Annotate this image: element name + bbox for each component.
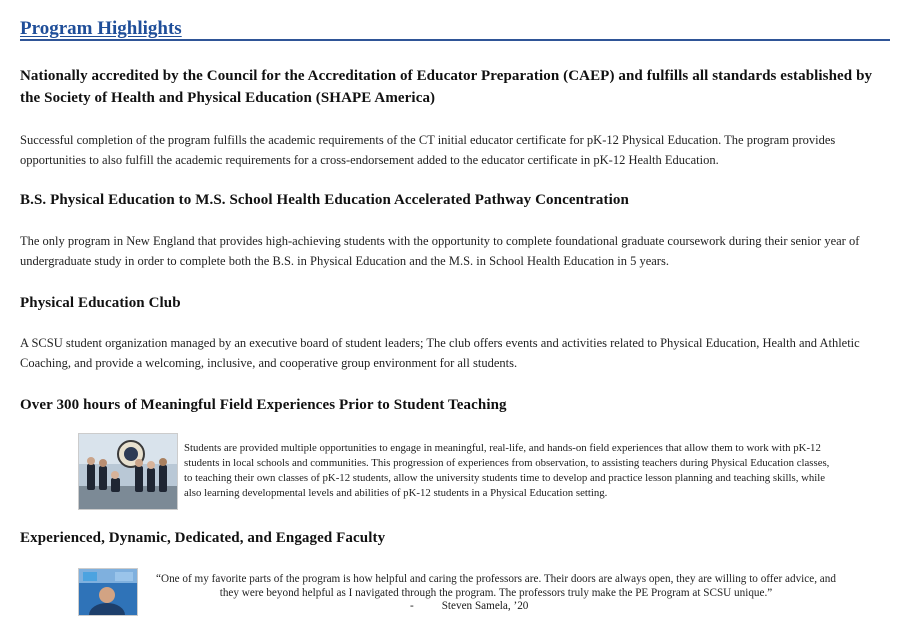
section-pathway bbox=[20, 189, 892, 211]
section-field-experiences bbox=[20, 394, 892, 416]
student-portrait-image bbox=[79, 569, 137, 615]
group-photo-image bbox=[79, 434, 177, 509]
section-club bbox=[20, 292, 892, 314]
section-heading: Nationally accredited by the Council for the Accreditation of Educator Preparation (CAEP) and fulfills all standards established by the Society of Health and Physical Education (SHAPE America) bbox=[20, 68, 873, 106]
section-heading: Experienced, Dynamic, Dedicated, and Engaged Faculty bbox=[20, 530, 386, 546]
section-pathway-body bbox=[20, 231, 892, 271]
section-heading: Physical Education Club bbox=[20, 295, 181, 311]
section-body: Students are provided multiple opportunities to engage in meaningful, real-life, and hands-on field experiences that allow them to work with pK-12 students in local schools and communities. This progression of experiences from observation, to assisting teachers during Physical Education classes, to teaching their own classes of pK-12 students, allow the university students time to develop and practice lesson planning and teaching skills, while also learning developmental levels and abilities of pK-12 students in a Physical Education setting. bbox=[184, 442, 830, 499]
faculty-quote bbox=[146, 573, 846, 600]
section-faculty bbox=[20, 527, 892, 549]
page-title: Program Highlights bbox=[20, 19, 890, 41]
section-body: A SCSU student organization managed by an executive board of student leaders; The club offers events and activities related to Physical Education, Health and Athletic Coaching, and provide a welcoming, inclusive, and cooperative group environment for all students. bbox=[20, 336, 860, 370]
field-experience-photo bbox=[78, 433, 178, 510]
section-accreditation-body bbox=[20, 130, 892, 170]
section-heading: Over 300 hours of Meaningful Field Experiences Prior to Student Teaching bbox=[20, 397, 507, 413]
quote-attribution: - Steven Samela, ’20 bbox=[410, 600, 529, 612]
faculty-quote-photo bbox=[78, 568, 138, 616]
section-field-experiences-body bbox=[184, 441, 834, 501]
section-accreditation bbox=[20, 65, 892, 109]
section-club-body bbox=[20, 333, 892, 373]
section-body: Successful completion of the program fulfills the academic requirements of the CT initial educator certificate for pK-12 Physical Education. The program provides opportunities to also fulfill the academic requirements for a cross-endorsement added to the educator certificate in pK-12 Health Education. bbox=[20, 133, 836, 167]
section-body: The only program in New England that provides high-achieving students with the opportunity to complete foundational graduate coursework during their senior year of undergraduate study in order to complete both the B.S. in Physical Education and the M.S. in School Health Education in 5 years. bbox=[20, 234, 860, 268]
section-heading: B.S. Physical Education to M.S. School Health Education Accelerated Pathway Concentration bbox=[20, 192, 629, 208]
quote-text: “One of my favorite parts of the program is how helpful and caring the professors are. Their doors are always open, they are willing to offer advice, and they were beyond helpful as I navigated through the program. The professors truly make the PE Program at SCSU unique.” bbox=[156, 573, 836, 599]
